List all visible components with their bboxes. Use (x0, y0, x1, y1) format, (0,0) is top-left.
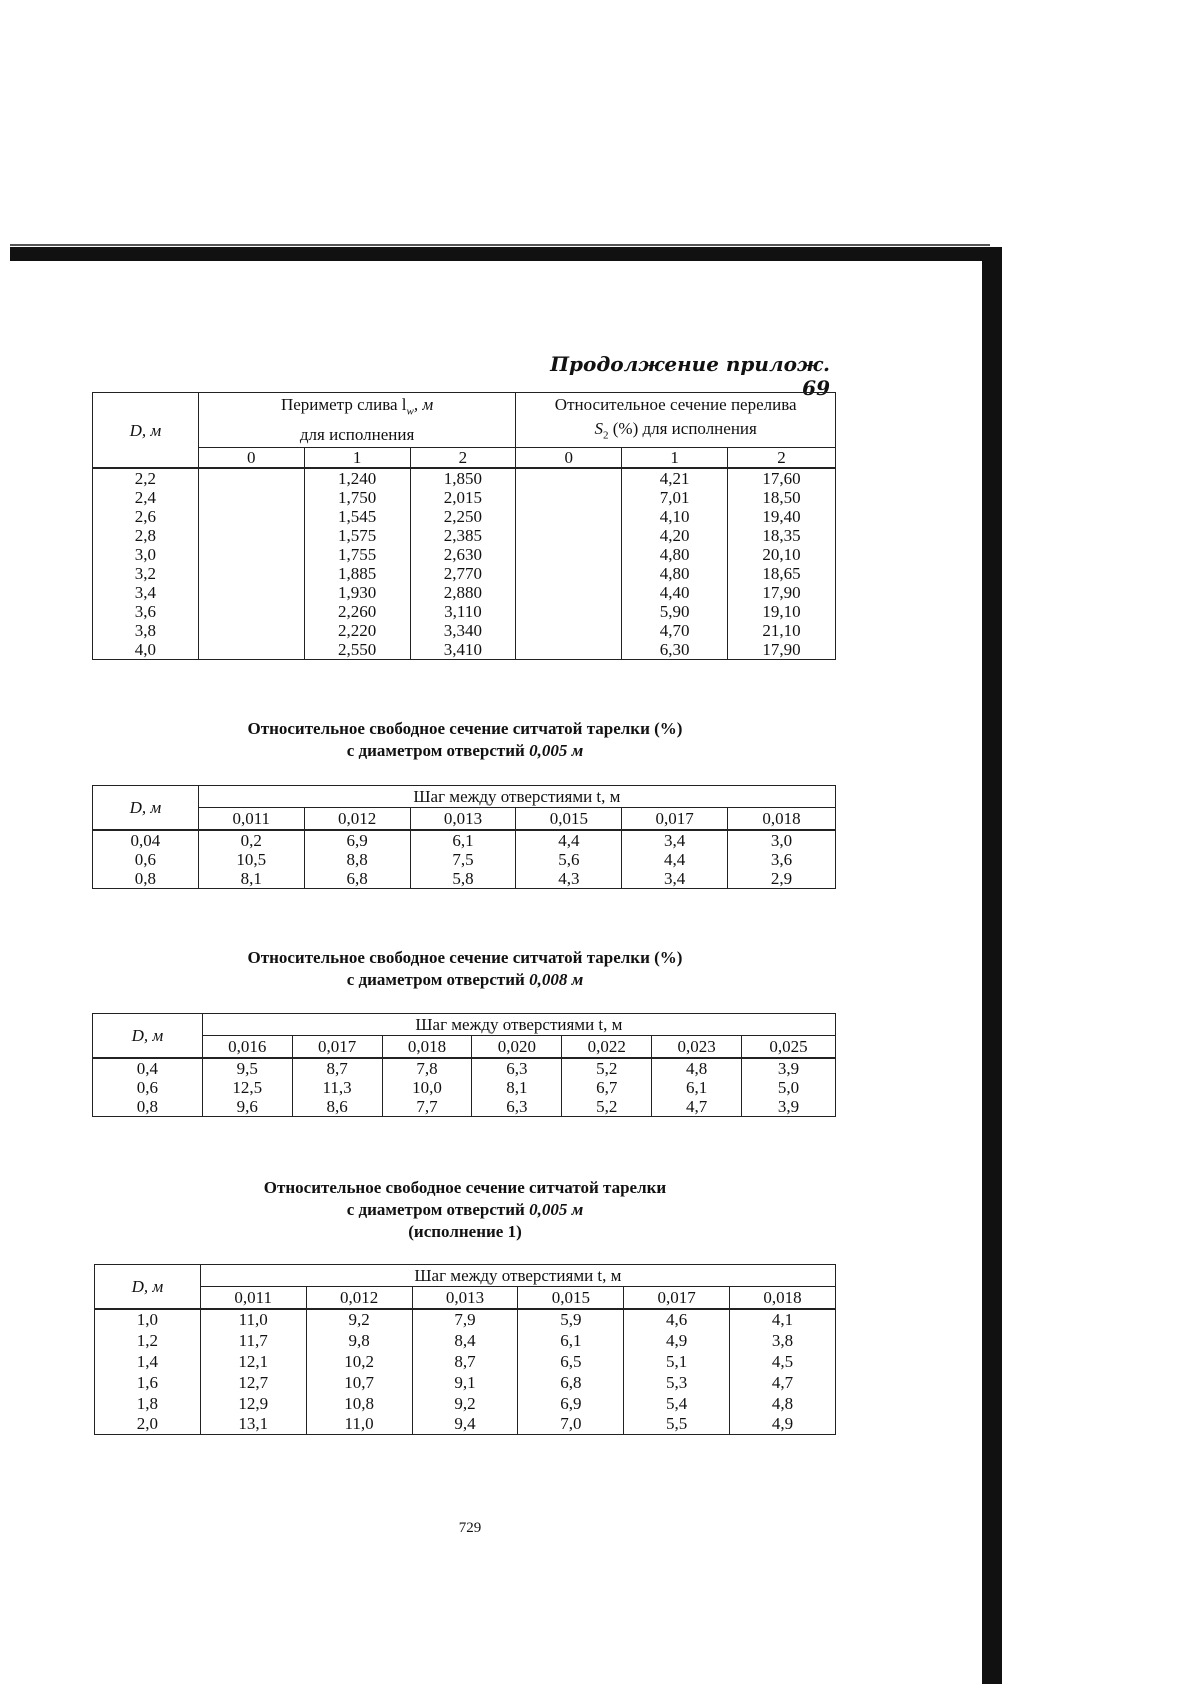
row-label-cell: 1,2 (95, 1330, 201, 1351)
table-row (95, 1330, 836, 1351)
table-cell: 9,6 (202, 1097, 292, 1117)
sub-header: 0 (516, 448, 622, 469)
table-cell: 1,750 (304, 488, 410, 507)
table-cell: 3,4 (622, 830, 728, 850)
table-cell: 5,90 (622, 602, 728, 621)
table-cell: 6,8 (304, 869, 410, 889)
table-cell: 8,1 (198, 869, 304, 889)
col-d-header: D, м (93, 1014, 203, 1058)
table-cell: 4,9 (624, 1330, 730, 1351)
table-cell: 4,4 (516, 830, 622, 850)
table-cell: 6,5 (518, 1351, 624, 1372)
table-row (93, 830, 836, 850)
table-cell: 20,10 (728, 545, 836, 564)
table-cell: 4,3 (516, 869, 622, 889)
caption-line (160, 1199, 770, 1221)
free-section-table-0005-exec1 (94, 1264, 836, 1435)
page-number: 729 (458, 1520, 482, 1536)
table-cell: 8,7 (412, 1351, 518, 1372)
sub-header: 2 (728, 448, 836, 469)
table-cell: 17,90 (728, 583, 836, 602)
group-perimeter-sub: w (406, 405, 414, 418)
sub-header: 0,020 (472, 1036, 562, 1058)
table-row (95, 1309, 836, 1330)
table-cell: 0,2 (198, 830, 304, 850)
table-cell: 7,5 (410, 850, 516, 869)
table-cell: 4,7 (652, 1097, 742, 1117)
table-cell: 4,1 (730, 1309, 836, 1330)
table-cell: 4,70 (622, 621, 728, 640)
table-cell: 11,0 (306, 1414, 412, 1435)
sub-header: 0,017 (624, 1287, 730, 1309)
sub-header: 0,011 (198, 808, 304, 830)
sub-header: 0,025 (742, 1036, 836, 1058)
scan-edge-right (982, 247, 1002, 1684)
caption-line (160, 969, 770, 991)
table-cell: 2,250 (410, 507, 516, 526)
row-label-cell: 0,04 (93, 830, 199, 850)
caption-value: 0,005 м (529, 1200, 584, 1219)
table-cell: 1,885 (304, 564, 410, 583)
table-cell: 9,1 (412, 1372, 518, 1393)
table-cell: 3,8 (730, 1330, 836, 1351)
table-cell (516, 621, 622, 640)
table4-caption (160, 1177, 770, 1243)
row-label-cell: 0,6 (93, 1078, 203, 1097)
table-cell: 3,110 (410, 602, 516, 621)
table-cell (516, 488, 622, 507)
table-cell: 9,4 (412, 1414, 518, 1435)
sub-header: 0,012 (306, 1287, 412, 1309)
table-cell (198, 488, 304, 507)
table-row (95, 1414, 836, 1435)
table-row (93, 545, 836, 564)
free-section-table-0008 (92, 1013, 836, 1117)
sub-header: 2 (410, 448, 516, 469)
row-label-cell: 1,0 (95, 1309, 201, 1330)
sub-header: 0,011 (200, 1287, 306, 1309)
table-row (93, 850, 836, 869)
sub-header: 0,018 (730, 1287, 836, 1309)
table-cell: 1,240 (304, 468, 410, 488)
caption-text: с диаметром отверстий (346, 741, 530, 760)
table-cell: 5,5 (624, 1414, 730, 1435)
table-row (93, 564, 836, 583)
table-cell: 2,015 (410, 488, 516, 507)
table-row (95, 1351, 836, 1372)
table-cell: 4,4 (622, 850, 728, 869)
col-d-header: D, м (93, 393, 199, 469)
row-label-cell: 3,6 (93, 602, 199, 621)
table-cell: 4,6 (624, 1309, 730, 1330)
table-cell: 8,1 (472, 1078, 562, 1097)
table-cell: 17,60 (728, 468, 836, 488)
caption-line: Относительное свободное сечение ситчатой тарелки (%) (247, 719, 683, 738)
table-cell: 19,10 (728, 602, 836, 621)
table-cell: 4,8 (730, 1393, 836, 1414)
table-cell: 4,7 (730, 1372, 836, 1393)
table-row (93, 507, 836, 526)
table-cell (198, 545, 304, 564)
row-label-cell: 0,4 (93, 1058, 203, 1078)
table-row (95, 1393, 836, 1414)
group-section-header (516, 393, 836, 448)
sub-header: 0,012 (304, 808, 410, 830)
table-cell: 13,1 (200, 1414, 306, 1435)
sub-header: 0,022 (562, 1036, 652, 1058)
table-cell: 5,2 (562, 1097, 652, 1117)
table-cell: 7,8 (382, 1058, 472, 1078)
table-cell: 9,8 (306, 1330, 412, 1351)
row-label-cell: 1,4 (95, 1351, 201, 1372)
table-cell: 6,1 (518, 1330, 624, 1351)
table-row (93, 1058, 836, 1078)
table-cell: 3,410 (410, 640, 516, 660)
sub-header: 0,015 (516, 808, 622, 830)
group-perimeter-unit: , м (413, 395, 434, 414)
free-section-table-0005 (92, 785, 836, 889)
table-cell: 2,220 (304, 621, 410, 640)
table2-caption (160, 718, 770, 762)
table-cell: 6,9 (518, 1393, 624, 1414)
table-cell: 2,9 (728, 869, 836, 889)
table-row (93, 488, 836, 507)
table-cell: 12,1 (200, 1351, 306, 1372)
continuation-heading: Продолжение прилож. 69 (550, 352, 830, 400)
group-section-sym: S (594, 419, 603, 438)
table-row (93, 468, 836, 488)
table-cell (198, 602, 304, 621)
table-row (93, 1078, 836, 1097)
row-label-cell: 2,4 (93, 488, 199, 507)
caption-value: 0,005 м (529, 741, 584, 760)
table-row (93, 602, 836, 621)
table-cell: 18,50 (728, 488, 836, 507)
table-cell: 8,8 (304, 850, 410, 869)
table-cell: 7,9 (412, 1309, 518, 1330)
table-cell: 10,8 (306, 1393, 412, 1414)
table-cell: 5,8 (410, 869, 516, 889)
table-cell (198, 583, 304, 602)
table-cell: 5,6 (516, 850, 622, 869)
table-cell: 7,7 (382, 1097, 472, 1117)
table-cell (516, 507, 622, 526)
table-cell: 6,3 (472, 1097, 562, 1117)
table3-caption (160, 947, 770, 991)
row-label-cell: 3,0 (93, 545, 199, 564)
table-cell: 2,550 (304, 640, 410, 660)
table-cell: 2,770 (410, 564, 516, 583)
caption-text: с диаметром отверстий (346, 1200, 530, 1219)
table-cell: 4,80 (622, 564, 728, 583)
scan-edge-top (10, 247, 1000, 261)
table-cell: 3,4 (622, 869, 728, 889)
table-cell: 12,7 (200, 1372, 306, 1393)
table-cell: 6,1 (652, 1078, 742, 1097)
table-cell: 19,40 (728, 507, 836, 526)
table-row (93, 583, 836, 602)
sub-header: 0,017 (622, 808, 728, 830)
table-cell: 1,930 (304, 583, 410, 602)
sub-header: 0,015 (518, 1287, 624, 1309)
group-section-line1: Относительное сечение перелива (554, 395, 797, 414)
table-cell (198, 564, 304, 583)
group-perimeter-line2: для исполнения (299, 425, 415, 445)
group-step-header: Шаг между отверстиями t, м (202, 1014, 835, 1036)
sub-header: 0,023 (652, 1036, 742, 1058)
table-cell (198, 621, 304, 640)
table-cell: 2,630 (410, 545, 516, 564)
table-row (93, 1097, 836, 1117)
table-cell: 9,2 (306, 1309, 412, 1330)
table-cell (516, 526, 622, 545)
table-cell (198, 640, 304, 660)
table-cell: 5,0 (742, 1078, 836, 1097)
group-section-sub: 2 (603, 429, 609, 442)
table-cell: 6,1 (410, 830, 516, 850)
sub-header: 0,018 (728, 808, 836, 830)
table-cell: 1,850 (410, 468, 516, 488)
group-step-header: Шаг между отверстиями t, м (200, 1265, 835, 1287)
table-cell: 11,7 (200, 1330, 306, 1351)
sub-header: 0,016 (202, 1036, 292, 1058)
table-cell: 1,755 (304, 545, 410, 564)
sub-header: 0,017 (292, 1036, 382, 1058)
group-perimeter-line1: Периметр слива l (280, 395, 407, 414)
table-cell: 3,0 (728, 830, 836, 850)
table-cell: 7,01 (622, 488, 728, 507)
table-cell: 4,80 (622, 545, 728, 564)
overflow-perimeter-table (92, 392, 836, 660)
table-cell: 11,3 (292, 1078, 382, 1097)
row-label-cell: 3,2 (93, 564, 199, 583)
table-cell: 6,3 (472, 1058, 562, 1078)
table-cell (516, 545, 622, 564)
group-section-line2: (%) для исполнения (608, 419, 757, 438)
table-cell: 2,880 (410, 583, 516, 602)
table-cell: 5,3 (624, 1372, 730, 1393)
table-cell: 4,5 (730, 1351, 836, 1372)
table-row (93, 621, 836, 640)
caption-text: с диаметром отверстий (346, 970, 530, 989)
table-cell: 2,260 (304, 602, 410, 621)
scan-edge-thin (10, 244, 990, 246)
row-label-cell: 3,4 (93, 583, 199, 602)
table-cell (198, 526, 304, 545)
col-d-header: D, м (95, 1265, 201, 1309)
table-cell: 12,5 (202, 1078, 292, 1097)
row-label-cell: 0,8 (93, 869, 199, 889)
table-cell: 11,0 (200, 1309, 306, 1330)
group-step-header: Шаг между отверстиями t, м (198, 786, 835, 808)
row-label-cell: 2,0 (95, 1414, 201, 1435)
row-label-cell: 2,6 (93, 507, 199, 526)
row-label-cell: 4,0 (93, 640, 199, 660)
table-row (93, 869, 836, 889)
table-cell: 5,9 (518, 1309, 624, 1330)
row-label-cell: 0,6 (93, 850, 199, 869)
row-label-cell: 1,6 (95, 1372, 201, 1393)
caption-line: Относительное свободное сечение ситчатой тарелки (263, 1178, 667, 1197)
row-label-cell: 3,8 (93, 621, 199, 640)
table-cell (516, 602, 622, 621)
table-cell: 3,9 (742, 1097, 836, 1117)
caption-value: 0,008 м (529, 970, 584, 989)
table-cell: 4,21 (622, 468, 728, 488)
table-cell: 2,385 (410, 526, 516, 545)
sub-header: 0,018 (382, 1036, 472, 1058)
table-cell: 18,35 (728, 526, 836, 545)
table-cell: 6,7 (562, 1078, 652, 1097)
table-cell: 4,9 (730, 1414, 836, 1435)
table-cell: 1,545 (304, 507, 410, 526)
table-cell: 8,4 (412, 1330, 518, 1351)
table-cell: 4,8 (652, 1058, 742, 1078)
table-cell: 5,4 (624, 1393, 730, 1414)
table-cell: 9,2 (412, 1393, 518, 1414)
table-cell: 21,10 (728, 621, 836, 640)
table-cell: 10,5 (198, 850, 304, 869)
table-cell: 4,10 (622, 507, 728, 526)
table-cell: 6,30 (622, 640, 728, 660)
table-cell: 9,5 (202, 1058, 292, 1078)
caption-line: (исполнение 1) (408, 1222, 522, 1241)
table-cell (516, 583, 622, 602)
table-cell: 10,7 (306, 1372, 412, 1393)
table-cell: 8,7 (292, 1058, 382, 1078)
sub-header: 0,013 (410, 808, 516, 830)
table-cell: 8,6 (292, 1097, 382, 1117)
table-cell (516, 564, 622, 583)
caption-line (160, 740, 770, 762)
table-cell (516, 640, 622, 660)
table-cell: 6,9 (304, 830, 410, 850)
row-label-cell: 2,8 (93, 526, 199, 545)
table-cell: 18,65 (728, 564, 836, 583)
table-cell: 4,40 (622, 583, 728, 602)
col-d-header: D, м (93, 786, 199, 830)
table-cell: 5,1 (624, 1351, 730, 1372)
group-perimeter-header (198, 393, 516, 448)
table-cell: 3,340 (410, 621, 516, 640)
table-cell: 12,9 (200, 1393, 306, 1414)
table-cell: 17,90 (728, 640, 836, 660)
table-cell: 7,0 (518, 1414, 624, 1435)
table-cell: 4,20 (622, 526, 728, 545)
row-label-cell: 2,2 (93, 468, 199, 488)
sub-header: 0,013 (412, 1287, 518, 1309)
table-cell: 5,2 (562, 1058, 652, 1078)
row-label-cell: 0,8 (93, 1097, 203, 1117)
table-cell: 10,0 (382, 1078, 472, 1097)
caption-line: Относительное свободное сечение ситчатой тарелки (%) (247, 948, 683, 967)
table-cell (198, 507, 304, 526)
table-cell: 10,2 (306, 1351, 412, 1372)
table-row (93, 526, 836, 545)
row-label-cell: 1,8 (95, 1393, 201, 1414)
table-cell (516, 468, 622, 488)
table-cell: 3,6 (728, 850, 836, 869)
sub-header: 1 (304, 448, 410, 469)
table-cell: 1,575 (304, 526, 410, 545)
table-cell (198, 468, 304, 488)
table-cell: 3,9 (742, 1058, 836, 1078)
sub-header: 1 (622, 448, 728, 469)
table-row (93, 640, 836, 660)
table-row (95, 1372, 836, 1393)
sub-header: 0 (198, 448, 304, 469)
table-cell: 6,8 (518, 1372, 624, 1393)
